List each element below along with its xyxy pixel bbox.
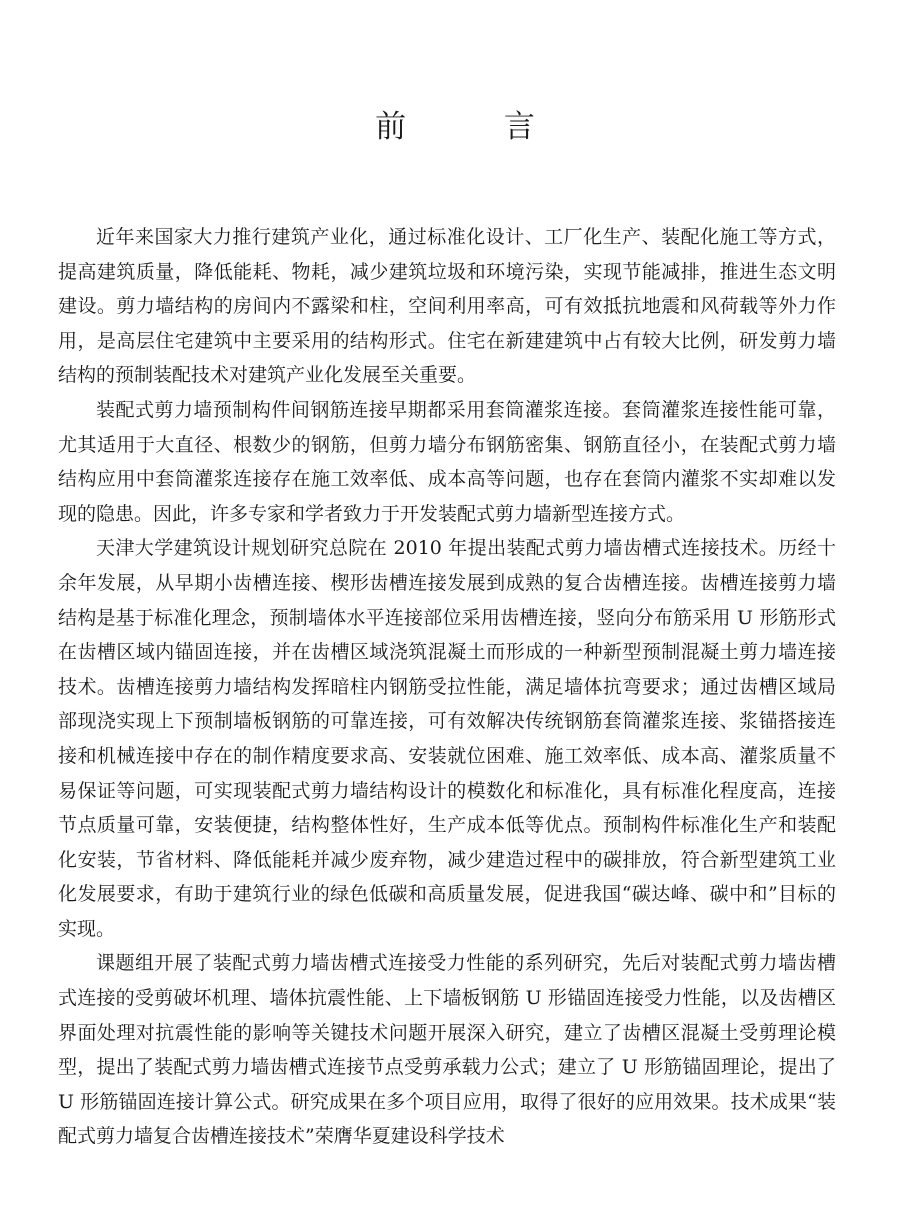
paragraph: 天津大学建筑设计规划研究总院在 2010 年提出装配式剪力墙齿槽式连接技术。历经十余年发展，从早期小齿槽连接、楔形齿槽连接发展到成熟的复合齿槽连接。齿槽连接剪力墙结构是基于标准化理念，预制墙体水平连接部位采用齿槽连接，竖向分布筋采用 U 形筋形式在齿槽区域内锚固连接，并在齿槽区域浇筑混凝土而形成的一种新型预制混凝土剪力墙连接技术。齿槽连接剪力墙结构发挥暗柱内钢筋受拉性能，满足墙体抗弯要求；通过齿槽区域局部现浇实现上下预制墙板钢筋的可靠连接，可有效解决传统钢筋套筒灌浆连接、浆锚搭接连接和机械连接中存在的制作精度要求高、安装就位困难、施工效率低、成本高、灌浆质量不易保证等问题，可实现装配式剪力墙结构设计的模数化和标准化，具有标准化程度高，连接节点质量可靠，安装便捷，结构整体性好，生产成本低等优点。预制构件标准化生产和装配化安装，节省材料、降低能耗并减少废弃物，减少建造过程中的碳排放，符合新型建筑工业化发展要求，有助于建筑行业的绿色低碳和高质量发展，促进我国“碳达峰、碳中和”目标的实现。 <box>58 537 836 940</box>
preface-body <box>58 220 836 1154</box>
paragraph: 课题组开展了装配式剪力墙齿槽式连接受力性能的系列研究，先后对装配式剪力墙齿槽式连接的受剪破坏机理、墙体抗震性能、上下墙板钢筋 U 形锚固连接受力性能，以及齿槽区界面处理对抗震性能的影响等关键技术问题开展深入研究，建立了齿槽区混凝土受剪理论模型，提出了装配式剪力墙齿槽式连接节点受剪承载力公式；建立了 U 形筋锚固理论，提出了 U 形筋锚固连接计算公式。研究成果在多个项目应用，取得了很好的应用效果。技术成果“装配式剪力墙复合齿槽连接技术”荣膺华夏建设科学技术 <box>58 952 836 1148</box>
paragraph: 近年来国家大力推行建筑产业化，通过标准化设计、工厂化生产、装配化施工等方式，提高建筑质量，降低能耗、物耗，减少建筑垃圾和环境污染，实现节能减排，推进生态文明建设。剪力墙结构的房间内不露梁和柱，空间利用率高，可有效抵抗地震和风荷载等外力作用，是高层住宅建筑中主要采用的结构形式。住宅在新建建筑中占有较大比例，研发剪力墙结构的预制装配技术对建筑产业化发展至关重要。 <box>58 226 836 387</box>
page-title: 前 言 <box>375 109 579 145</box>
paragraph: 装配式剪力墙预制构件间钢筋连接早期都采用套筒灌浆连接。套筒灌浆连接性能可靠，尤其适用于大直径、根数少的钢筋，但剪力墙分布钢筋密集、钢筋直径小，在装配式剪力墙结构应用中套筒灌浆连接存在施工效率低、成本高等问题，也存在套筒内灌浆不实却难以发现的隐患。因此，许多专家和学者致力于开发装配式剪力墙新型连接方式。 <box>58 398 836 525</box>
